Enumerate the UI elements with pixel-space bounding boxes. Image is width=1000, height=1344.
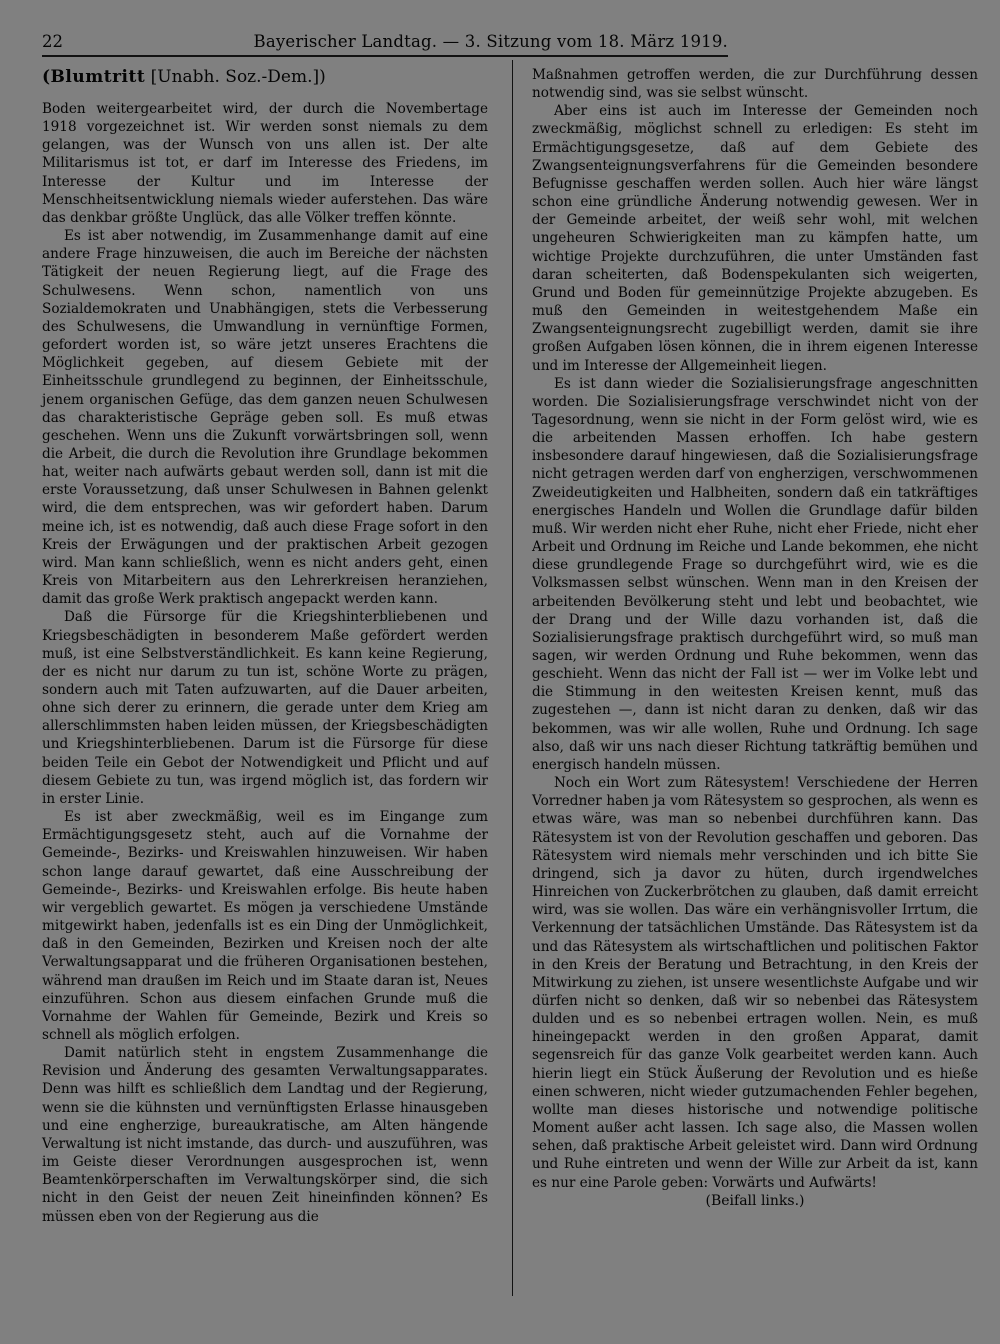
paragraph: Damit natürlich steht in engstem Zusammenhange die Revision und Änderung des gesamten Verwaltungsapparates. Denn was hilft es schließlich dem Landtag und der Regierung, wenn sie die kühnsten und vernünftigsten Erlasse hinausgeben und eine engherzige, bureaukratische, am Alten hängende Verwaltung ist nicht imstande, das durch- und auszuführen, was im Geiste dieser Verordnungen ausgesprochen ist, wenn Beamtenkörperschaften im Verwaltungskörper sind, die sich nicht in den Geist der neuen Zeit hineinfinden können? Es müssen eben von der Regierung aus die [42, 1045, 488, 1225]
paragraph: Es ist aber notwendig, im Zusammenhange damit auf eine andere Frage hinzuweisen, die auch im Bereiche der nächsten Tätigkeit der neuen Regierung liegt, auf die Frage des Schulwesens. Wenn schon, namentlich von uns Sozialdemokraten und Unabhängigen, stets die Verbesserung des Schulwesens, die Umwandlung in vernünftige Formen, gefordert worden ist, so wäre jetzt unseres Erachtens die Möglichkeit gegeben, auf diesem Gebiete mit der Einheitsschule grundlegend zu beginnen, der Einheitsschule, jenem organischen Gefüge, das dem ganzen neuen Schulwesen das charakteristische Gepräge geben soll. Es muß etwas geschehen. Wenn uns die Zukunft vorwärtsbringen soll, wenn die Arbeit, die durch die Revolution ihre Grundlage bekommen hat, weiter nach aufwärts gebaut werden soll, dann ist mit die erste Voraussetzung, daß unser Schulwesen in Bahnen gelenkt wird, die dem entsprechen, was wir gefordert haben. Darum meine ich, ist es notwendig, daß auch diese Frage sofort in den Kreis der Erwägungen und der praktischen Arbeit gezogen wird. Man kann schließlich, wenn es nicht anders geht, einen Kreis von Mitarbeitern aus den Lehrerkreisen heranziehen, damit das große Werk praktisch angepackt werden kann. [42, 228, 488, 608]
left-column [42, 66, 488, 1226]
page-number: 22 [42, 32, 63, 51]
speaker-name: (Blumtritt [42, 67, 146, 87]
right-column [532, 66, 978, 1211]
paragraph: Es ist aber zweckmäßig, weil es im Eingange zum Ermächtigungsgesetz steht, auch auf die Vornahme der Gemeinde-, Bezirks- und Kreiswahlen hinzuweisen. Wir haben schon lange darauf gewartet, daß eine Ausschreibung der Gemeinde-, Bezirks- und Kreiswahlen erfolge. Bis heute haben wir vergeblich gewartet. Es mögen ja verschiedene Umstände mitgewirkt haben, jedenfalls ist es ein Ding der Unmöglichkeit, daß in den Gemeinden, Bezirken und Kreisen noch der alte Verwaltungsapparat und die früheren Organisationen bestehen, während man draußen im Reich und im Staate daran ist, Neues einzuführen. Schon aus diesem einfachen Grunde muß die Vornahme der Wahlen für Gemeinde, Bezirk und Kreis so schnell als möglich erfolgen. [42, 809, 488, 1043]
paragraph: Boden weitergearbeitet wird, der durch die Novembertage 1918 vorgezeichnet ist. Wir werden sonst niemals zu dem gelangen, was der Wunsch von uns allen ist. Der alte Militarismus ist tot, er darf im Interesse des Friedens, im Interesse der Kultur und im Interesse der Menschheitsentwicklung niemals wieder auferstehen. Das wäre das denkbar größte Unglück, das alle Völker treffen könnte. [42, 101, 488, 226]
paragraph: Es ist dann wieder die Sozialisierungsfrage angeschnitten worden. Die Sozialisierungsfrage verschwindet nicht von der Tagesordnung, wenn sie nicht in der Form gelöst wird, wie es die arbeitenden Massen erhoffen. Ich habe gestern insbesondere darauf hingewiesen, daß die Sozialisierungsfrage nicht getragen werden darf von engherzigen, verschwommenen Zweideutigkeiten und Halbheiten, sondern daß ein tatkräftiges energisches Handeln und Wollen die Grundlage dafür bilden muß. Wir werden nicht eher Ruhe, nicht eher Friede, nicht eher Arbeit und Ordnung im Reiche und Lande bekommen, ehe nicht diese grundlegende Frage so durchgeführt wird, wie es die Volksmassen selbst wünschen. Wenn man in den Kreisen der arbeitenden Bevölkerung steht und lebt und beobachtet, wie der Drang und der Wille dazu vorhanden ist, daß die Sozialisierungsfrage praktisch durchgeführt wird, so muß man sagen, wir werden Ordnung und Ruhe bekommen, wenn das geschieht. Wenn das nicht der Fall ist — wer im Volke lebt und die Stimmung in den weitesten Kreisen kennt, muß das zugestehen —, dann ist nicht daran zu denken, daß wir das bekommen, was wir alle wollen, Ruhe und Ordnung. Ich sage also, daß wir uns nach dieser Richtung tatkräftig bemühen und energisch handeln müssen. [532, 375, 978, 773]
applause-note: (Beifall links.) [705, 1192, 805, 1209]
paragraph: Noch ein Wort zum Rätesystem! Verschiedene der Herren Vorredner haben ja vom Rätesystem so gesprochen, als wenn es etwas wäre, was man so nebenbei durchführen kann. Das Rätesystem ist von der Revolution geschaffen und geboren. Das Rätesystem wird niemals mehr verschinden und ich bitte Sie dringend, sich ja davor zu hüten, durch irgendwelches Hinreichen von Zuckerbrötchen zu glauben, daß damit erreicht wird, was sie wollen. Das wäre ein verhängnisvoller Irrtum, die Verkennung der tatsächlichen Umstände. Das Rätesystem ist da und das Rätesystem als wirtschaftlichen und politischen Faktor in den Kreis der Beratung und Betrachtung, in den Kreis der Mitwirkung zu ziehen, ist unsere wesentlichste Aufgabe und wir dürfen nicht so denken, daß wir so nebenbei das Rätesystem dulden und es so nebenbei ertragen wollen. Nein, es muß hineingepackt werden in den großen Apparat, damit segensreich für das ganze Volk gearbeitet werden kann. Auch hierin liegt ein Stück Äußerung der Revolution und es hieße einen schweren, nicht wieder gutzumachenden Fehler begehen, wollte man dieses historische und notwendige politische Moment außer acht lassen. Ich sage also, die Massen wollen sehen, daß praktische Arbeit geleistet wird. Dann wird Ordnung und Ruhe eintreten und wenn der Wille zur Arbeit da ist, kann es nur eine Parole geben: Vorwärts und Aufwärts! [532, 775, 978, 1191]
page-header [42, 29, 728, 57]
paragraph: Daß die Fürsorge für die Kriegshinterbliebenen und Kriegsbeschädigten in besonderem Maße gefördert werden muß, ist eine Selbstverständlichkeit. Es kann keine Regierung, der es nicht nur darum zu tun ist, schöne Worte zu prägen, sondern auch mit Taten aufzuwarten, auf die Dauer arbeiten, ohne sich derer zu erinnern, die gerade unter dem Krieg am allerschlimmsten haben leiden müssen, der Kriegsbeschädigten und Kriegshinterbliebenen. Darum ist die Fürsorge für diese beiden Teile ein Gebot der Notwendigkeit und Pflicht und auf diesem Gebiete zu tun, was irgend möglich ist, das fordern wir in erster Linie. [42, 609, 488, 807]
column-divider [512, 60, 513, 1296]
speaker-party: [Unabh. Soz.-Dem.]) [150, 67, 326, 87]
paragraph: Aber eins ist auch im Interesse der Gemeinden noch zweckmäßig, möglichst schnell zu erledigen: Es steht im Ermächtigungsgesetze, daß auf dem Gebiete des Zwangsenteignungsverfahrens für die Gemeinden besondere Befugnisse geschaffen werden sollen. Auch hier wäre längst schon eine gründliche Änderung notwendig gewesen. Wer in der Gemeinde arbeitet, der weiß sehr wohl, mit welchen ungeheuren Schwierigkeiten man zu kämpfen hatte, um wichtige Projekte durchzuführen, die unter Umständen fast daran scheiterten, daß Bodenspekulanten sich weigerten, Grund und Boden für gemeinnützige Projekte abzugeben. Es muß den Gemeinden in weitestgehendem Maße ein Zwangsenteignungsrecht zugebilligt werden, damit sie ihre großen Aufgaben lösen können, die in ihrem eigenen Interesse und im Interesse der Allgemeinheit liegen. [532, 103, 978, 374]
speaker-line [42, 66, 488, 88]
paragraph: Maßnahmen getroffen werden, die zur Durchführung dessen notwendig sind, was sie selbst wünscht. [532, 67, 978, 102]
running-title: Bayerischer Landtag. — 3. Sitzung vom 18. März 1919. [253, 32, 728, 51]
